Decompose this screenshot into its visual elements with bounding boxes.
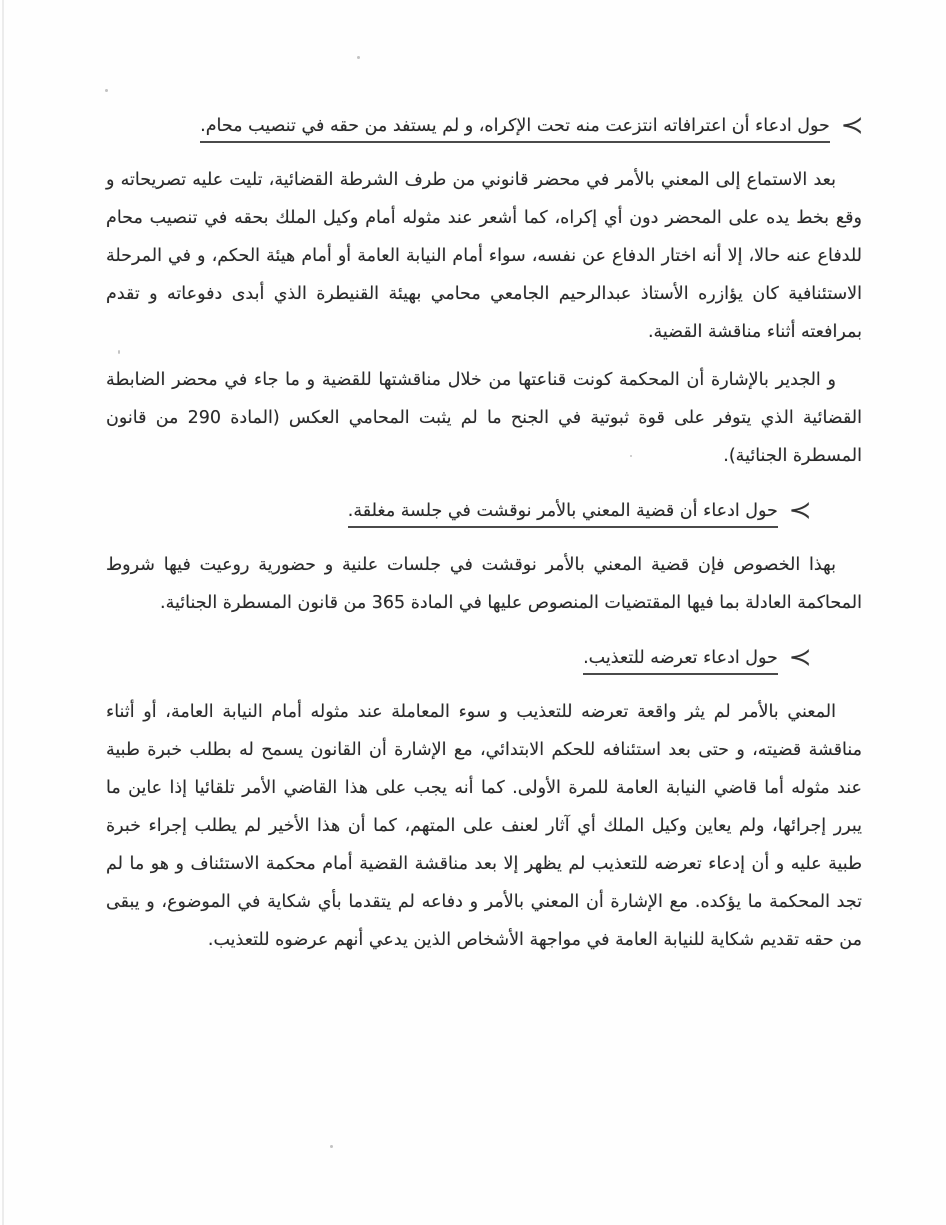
section-closed-hearing (106, 489, 862, 622)
document-content (106, 104, 862, 973)
arrow-bullet-icon: ≻ (788, 496, 812, 524)
arrow-bullet-icon: ≻ (840, 111, 864, 139)
section-heading (106, 636, 810, 677)
paragraph: بعد الاستماع إلى المعني بالأمر في محضر قانوني من طرف الشرطة القضائية، تليت عليه تصريحاته و وقع بخط يده على المحضر دون أي إكراه، كما أشعر عند مثوله أمام وكيل الملك بحقه في تنصيب محام للدفاع عنه حالا، إلا أنه اختار الدفاع عن نفسه، سواء أمام النيابة العامة أو أمام هيئة الحكم، و في المرحلة الاستئنافية كان يؤازره الأستاذ عبدالرحيم الجامعي محامي بهيئة القنيطرة الذي أبدى دفوعاته و تقدم بمرافعته أثناء مناقشة القضية. (106, 170, 862, 342)
section-torture-claim (106, 636, 862, 959)
section-heading-text: حول ادعاء أن قضية المعني بالأمر نوقشت في جلسة مغلقة. (348, 501, 778, 528)
paragraph: بهذا الخصوص فإن قضية المعني بالأمر نوقشت في جلسات علنية و حضورية روعيت فيها شروط المحاكمة العادلة بما فيها المقتضيات المنصوص عليها في المادة 365 من قانون المسطرة الجنائية. (106, 555, 862, 613)
section-heading (106, 489, 810, 530)
scan-speck (105, 89, 108, 92)
paragraph: المعني بالأمر لم يثر واقعة تعرضه للتعذيب و سوء المعاملة عند مثوله أمام النيابة العامة، أو أثناء مناقشة قضيته، و حتى بعد استئنافه للحكم الابتدائي، مع الإشارة أن القانون يسمح له بطلب خبرة طبية عند مثوله أما قاضي النيابة العامة للمرة الأولى. كما أنه يجب على هذا القاضي الأمر تلقائيا إذا عاين ما يبرر إجرائها، ولم يعاين وكيل الملك أي آثار لعنف على المتهم، كما أن هذا الأخير لم يطلب إجراء خبرة طبية عليه و أن إدعاء تعرضه للتعذيب لم يظهر إلا بعد مناقشة القضية أمام محكمة الاستئناف و هو ما لم تجد المحكمة ما يؤكده. مع الإشارة أن المعني بالأمر و دفاعه لم يتقدما بأي شكاية في الموضوع، و يبقى من حقه تقديم شكاية للنيابة العامة في مواجهة الأشخاص الذين يدعي أنهم عرضوه للتعذيب. (106, 702, 862, 950)
page-edge-shadow (2, 0, 4, 1225)
section-heading (106, 104, 862, 145)
scan-speck (330, 1145, 333, 1148)
section-confession-coercion (106, 104, 862, 475)
paragraph: و الجدير بالإشارة أن المحكمة كونت قناعتها من خلال مناقشتها للقضية و ما جاء في محضر الضابطة القضائية الذي يتوفر على قوة ثبوتية في الجنح ما لم يثبت المحامي العكس (المادة 290 من قانون المسطرة الجنائية). (106, 370, 862, 466)
section-heading-text: حول ادعاء تعرضه للتعذيب. (583, 648, 778, 675)
section-heading-text: حول ادعاء أن اعترافاته انتزعت منه تحت الإكراه، و لم يستفد من حقه في تنصيب محام. (200, 116, 830, 143)
arrow-bullet-icon: ≻ (788, 643, 812, 671)
scan-speck (357, 56, 360, 59)
